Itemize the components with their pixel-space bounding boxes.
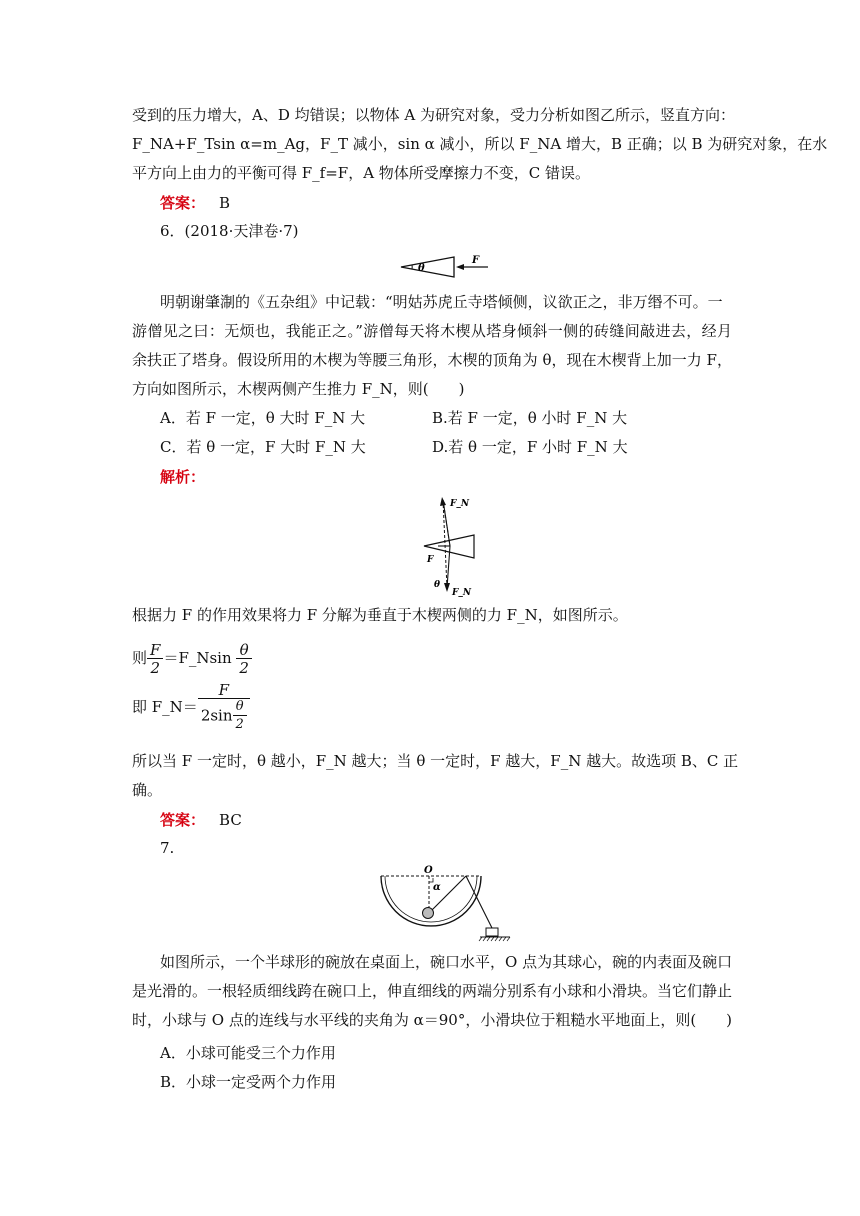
eq1-two: 2 (239, 658, 249, 677)
eq2-prefix: 即 F_N＝ (132, 698, 198, 716)
q6-explanation: 根据力 F 的作用效果将力 F 分解为垂直于木楔两侧的力 F_N，如图所示。 (132, 606, 628, 624)
eq1-middle: ＝F_Nsin (163, 649, 232, 667)
eq1-denominator: 2 (150, 658, 160, 677)
answer-value: B (219, 194, 231, 212)
q7-stem-line-3: 时，小球与 O 点的连线与水平线的夹角为 α＝90°，小滑块位于粗糙水平地面上，则( ) (132, 1011, 733, 1029)
fig2-f-label: F (427, 555, 434, 565)
q6-conclusion-line-2: 确。 (132, 781, 163, 799)
q6-equation-1 (132, 640, 732, 680)
answer-label: 答案： (160, 811, 206, 829)
eq1-numerator: F (147, 642, 163, 659)
q6-stem-line-1: 明朝谢肇淛的《五杂组》中记载：“明姑苏虎丘寺塔倾侧，议欲正之，非万缗不可。一 (160, 293, 723, 311)
fig-o-label: O (424, 865, 433, 876)
answer-value: BC (219, 811, 242, 829)
fig2-theta-label: θ (434, 580, 441, 590)
q6-decomposition-figure (414, 494, 480, 598)
q6-option-c: C．若 θ 一定，F 大时 F_N 大 (160, 438, 366, 456)
q6-option-a: A．若 F 一定，θ 大时 F_N 大 (160, 409, 366, 427)
q6-stem-line-4: 方向如图所示，木楔两侧产生推力 F_N，则( ) (132, 380, 465, 398)
prev-text-line-1: 受到的压力增大，A、D 均错误；以物体 A 为研究对象，受力分析如图乙所示，竖直方向： (132, 106, 735, 124)
fig2-fn-top-label: F_N (450, 499, 470, 509)
prev-text-line-2: F_NA+F_Tsin α=m_Ag，F_T 减小，sin α 减小，所以 F_NA 增大，B 正确；以 B 为研究对象，在水 (132, 135, 828, 153)
q7-bowl-figure (376, 862, 516, 944)
q6-option-b: B.若 F 一定，θ 小时 F_N 大 (432, 409, 628, 427)
q6-answer (160, 809, 242, 830)
q6-stem-line-3: 余扶正了塔身。假设所用的木楔为等腰三角形，木楔的顶角为 θ，现在木楔背上加一力 F， (132, 351, 732, 369)
eq1-prefix: 则 (132, 649, 148, 667)
q7-option-a: A．小球可能受三个力作用 (160, 1044, 336, 1062)
q7-stem-line-1: 如图所示，一个半球形的碗放在桌面上，碗口水平，O 点为其球心，碗的内表面及碗口 (160, 953, 733, 971)
answer-label: 答案： (160, 194, 206, 212)
prev-text-line-3: 平方向上由力的平衡可得 F_f=F，A 物体所受摩擦力不变，C 错误。 (132, 164, 591, 182)
q6-stem-line-2: 游僧见之曰：无烦也，我能正之。”游僧每天将木楔从塔身倾斜一侧的砖缝间敲进去，经月 (132, 322, 732, 340)
fig2-fn-bottom-label: F_N (452, 588, 472, 598)
q6-analysis-label (160, 466, 205, 487)
fig-theta-label: θ (418, 263, 425, 274)
eq2-den-two: 2 (235, 717, 244, 732)
fig-alpha-label: α (433, 882, 441, 893)
q7-number: 7. (160, 839, 175, 857)
eq1-theta: θ (236, 642, 252, 659)
q6-conclusion-line-1: 所以当 F 一定时，θ 越小，F_N 越大；当 θ 一定时，F 越大，F_N 越大。故选项 B、C 正 (132, 752, 739, 770)
q6-number: 6．(2018·天津卷·7) (160, 222, 299, 240)
q6-equation-2 (132, 682, 732, 738)
q6-option-d: D.若 θ 一定，F 小时 F_N 大 (432, 438, 628, 456)
eq2-numerator: F (198, 682, 250, 699)
q7-option-b: B．小球一定受两个力作用 (160, 1073, 337, 1091)
q6-wedge-figure (398, 254, 492, 280)
q7-stem-line-2: 是光滑的。一根轻质细线跨在碗口上，伸直细线的两端分别系有小球和小滑块。当它们静止 (132, 982, 733, 1000)
fig-force-label: F (472, 255, 480, 266)
eq2-den-theta: θ (233, 699, 247, 716)
analysis-label: 解析： (160, 468, 206, 486)
eq2-den-prefix: 2sin (200, 706, 233, 725)
prev-answer (160, 192, 230, 213)
